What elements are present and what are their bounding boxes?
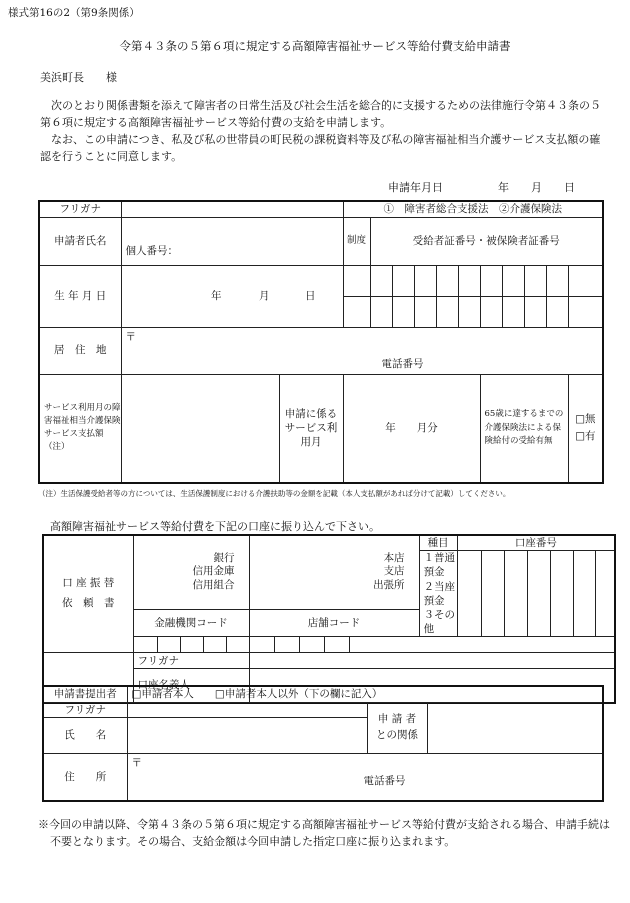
institution-code-digit[interactable] (203, 637, 226, 653)
account-type-checking: ２当座預金 (423, 580, 456, 607)
branch-type-main: 本店 (383, 551, 405, 564)
age65-none-checkbox[interactable]: □無 (575, 413, 596, 426)
bank-type-cell[interactable] (133, 535, 249, 609)
branch-type-branch: 支店 (383, 565, 405, 578)
transfer-request-label (43, 535, 133, 653)
number-digit-cell[interactable] (480, 296, 502, 327)
phone-label: 電話番号 (381, 358, 424, 371)
number-digit-cell[interactable] (568, 296, 603, 327)
account-digit-cell[interactable] (504, 551, 527, 637)
bank-type-bank: 銀行 (213, 551, 235, 564)
page-title: 令第４３条の５第６項に規定する高額障害福祉サービス等給付費支給申請書 (119, 39, 511, 53)
account-digit-cell[interactable] (550, 551, 573, 637)
furigana-label: フリガナ (39, 201, 121, 217)
institution-code-label: 金融機関コード (133, 609, 249, 637)
number-digit-cell[interactable] (414, 296, 436, 327)
account-type-ordinary: １普通預金 (423, 552, 456, 579)
intro-text (40, 97, 606, 165)
account-holder-label: 口座名義人 (133, 669, 249, 703)
birth-year-unit: 年 (211, 289, 222, 302)
institution-code-digit[interactable] (157, 637, 180, 653)
submitter-options[interactable]: □申請者本人 □申請者本人以外（下の欄に記入） (127, 686, 603, 702)
age65-label: 65歳に達するまでの介護保険法による保険給付の受給有無 (480, 374, 568, 483)
submitter-name-input[interactable] (127, 717, 367, 753)
submitter-address-input[interactable] (127, 753, 603, 801)
branch-code-digit[interactable] (274, 637, 299, 653)
number-digit-cell[interactable] (392, 265, 414, 296)
number-digit-cell[interactable] (370, 296, 392, 327)
branch-code-digit[interactable] (249, 637, 274, 653)
branch-code-digit[interactable] (324, 637, 349, 653)
number-digit-cell[interactable] (524, 265, 546, 296)
submitter-phone-label: 電話番号 (363, 774, 406, 787)
holder-furigana-label: フリガナ (133, 653, 249, 669)
address-input[interactable] (121, 327, 603, 374)
number-digit-cell[interactable] (502, 265, 524, 296)
furigana-input[interactable] (121, 201, 343, 217)
birth-date-input[interactable] (121, 265, 343, 327)
individual-number-label: 個人番号： (125, 245, 178, 258)
bank-intro: 高額障害福祉サービス等給付費を下記の口座に振り込んで下さい。 (50, 520, 380, 533)
applicant-name-input[interactable] (121, 217, 343, 265)
bank-table (42, 534, 616, 704)
number-digit-cell[interactable] (568, 265, 603, 296)
submitter-label: 申請書提出者 (43, 686, 127, 702)
number-digit-cell[interactable] (546, 296, 568, 327)
addressee: 美浜町長 様 (40, 71, 117, 84)
account-number-label: 口座番号 (457, 535, 615, 551)
branch-code-digit[interactable] (299, 637, 324, 653)
submitter-name-label: 氏 名 (43, 717, 127, 753)
holder-furigana-input[interactable] (249, 653, 615, 669)
postal-mark: 〒 (125, 330, 136, 343)
account-digit-cell[interactable] (457, 551, 481, 637)
branch-type-cell[interactable] (249, 535, 419, 609)
number-digit-cell[interactable] (436, 265, 458, 296)
number-digit-cell[interactable] (502, 296, 524, 327)
account-digit-cell[interactable] (573, 551, 595, 637)
account-digit-cell[interactable] (481, 551, 504, 637)
address-label: 居 住 地 (39, 327, 121, 374)
institution-code-digit[interactable] (180, 637, 203, 653)
note: （注）生活保護受給者等の方については、生活保護制度における介護扶助等の金額を記載（本人支払額があれば分けて記載）してください。 (38, 489, 511, 498)
account-type-label: 種目 (419, 535, 457, 551)
system-cell[interactable] (343, 296, 370, 327)
number-digit-cell[interactable] (458, 265, 480, 296)
number-digit-cell[interactable] (436, 296, 458, 327)
submitter-address-label: 住 所 (43, 753, 127, 801)
number-digit-cell[interactable] (546, 265, 568, 296)
age65-options[interactable] (568, 374, 603, 483)
birth-day-unit: 日 (305, 289, 316, 302)
account-type-options[interactable] (419, 551, 457, 637)
intro-paragraph-1: 次のとおり関係書類を添えて障害者の日常生活及び社会生活を総合的に支援するための法律施行令第４３条の５第６項に規定する高額障害福祉サービス等給付費の支給を申請します。 (40, 99, 601, 129)
system-label: 制度 (343, 217, 370, 265)
number-digit-cell[interactable] (414, 265, 436, 296)
account-type-other: ３その他 (423, 608, 456, 636)
institution-code-digit[interactable] (133, 637, 157, 653)
birth-date-label: 生 年 月 日 (39, 265, 121, 327)
submitter-table (42, 685, 604, 802)
service-amount-input[interactable] (121, 374, 279, 483)
applicant-table (38, 200, 604, 484)
number-digit-cell[interactable] (392, 296, 414, 327)
number-digit-cell[interactable] (458, 296, 480, 327)
intro-paragraph-2: なお、この申請につき、私及び私の世帯員の町民税の課税資料等及び私の障害福祉相当介護サービス支払額の確認を行うことに同意します。 (40, 133, 601, 163)
footer-note: ※今回の申請以降、令第４３条の５第６項に規定する高額障害福祉サービス等給付費が支給される場合、申請手続は不要となります。その場合、支給金額は今回申請した指定口座に振り込まれます。 (38, 818, 610, 848)
applicant-name-label: 申請者氏名 (39, 217, 121, 265)
age65-yes-checkbox[interactable]: □有 (575, 430, 596, 443)
number-digit-cell[interactable] (370, 265, 392, 296)
submitter-furigana-input[interactable] (127, 702, 367, 717)
institution-code-digit[interactable] (226, 637, 249, 653)
number-digit-cell[interactable] (480, 265, 502, 296)
bank-type-shinkin: 信用金庫 (192, 565, 235, 578)
bank-type-kumiai: 信用組合 (192, 579, 235, 592)
service-month-value[interactable]: 年 月分 (343, 374, 480, 483)
transfer-label-line-1: 口 座 振 替 (62, 577, 115, 590)
recipient-number-label: 受給者証番号・被保険者証番号 (370, 217, 603, 265)
branch-type-office: 出張所 (373, 579, 405, 592)
form-number: 様式第16の2（第9条関係） (8, 7, 140, 19)
account-blank (349, 637, 615, 653)
account-digit-cell[interactable] (595, 551, 615, 637)
system-options: ① 障害者総合支援法 ②介護保険法 (343, 201, 603, 217)
transfer-label-line-2: 依 頼 書 (62, 597, 115, 610)
branch-code-label: 店舗コード (249, 609, 419, 637)
submitter-postal-mark: 〒 (131, 756, 142, 769)
system-cell[interactable] (343, 265, 370, 296)
relation-input[interactable] (427, 702, 603, 753)
application-date: 申請年月日 年 月 日 (388, 181, 575, 194)
account-digit-cell[interactable] (527, 551, 550, 637)
birth-month-unit: 月 (259, 289, 270, 302)
service-amount-label: サービス利用月の障害福祉相当介護保険サービス支払額（注） (39, 374, 121, 483)
relation-label: 申 請 者 との関係 (367, 702, 427, 753)
number-digit-cell[interactable] (524, 296, 546, 327)
service-month-label: 申請に係るサービス利用月 (279, 374, 343, 483)
submitter-furigana-label: フリガナ (43, 702, 127, 717)
